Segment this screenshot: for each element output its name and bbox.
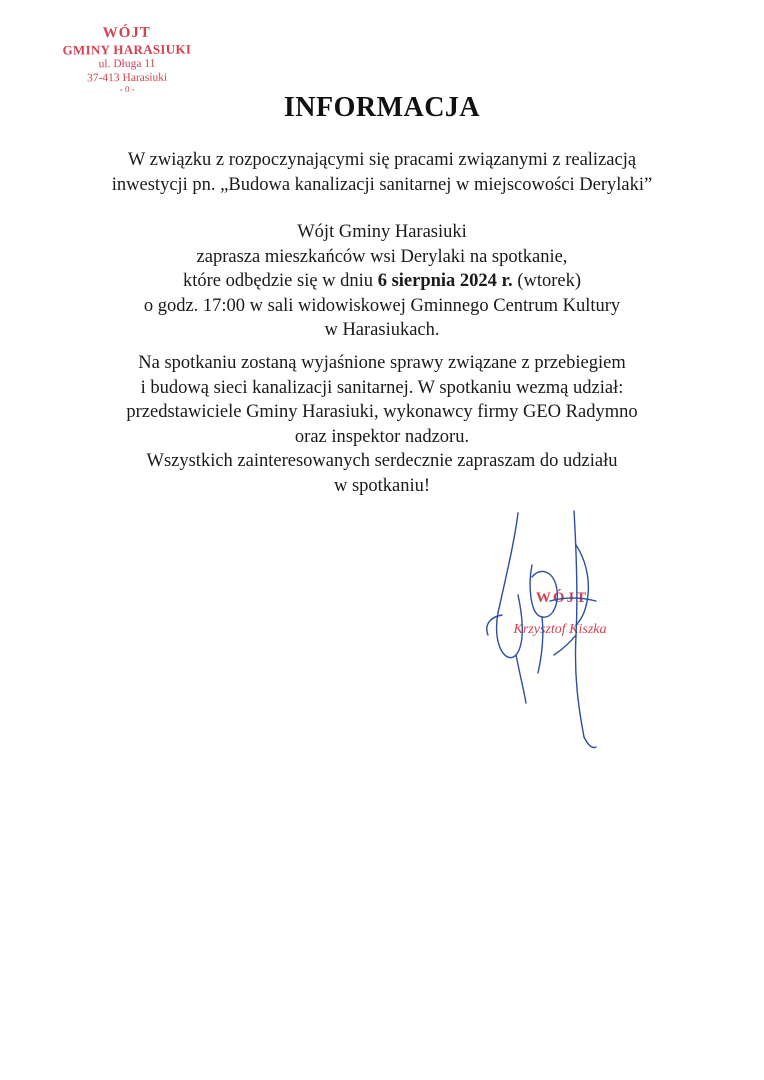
invite-text: które odbędzie się w dniu (182, 271, 378, 291)
invite-line: o godz. 17:00 w sali widowiskowej Gminnego Centrum Kultury (143, 295, 621, 316)
stamp-line-5: - 0 - (119, 83, 135, 95)
invite-text: (wtorek) (512, 271, 582, 291)
document-title: INFORMACJA (283, 92, 481, 123)
details-line: Wszystkich zainteresowanych serdecznie zapraszam do udziału (146, 451, 618, 471)
details-paragraph (60, 351, 704, 498)
office-stamp (52, 25, 203, 94)
stamp-line-1: WÓJT (102, 24, 151, 42)
invite-line: w Harasiukach. (324, 320, 440, 340)
invitation-paragraph (60, 220, 704, 343)
details-line: oraz inspektor nadzoru. (294, 426, 470, 447)
details-line: przedstawiciele Gminy Harasiuki, wykonawcy firmy GEO Radymno (126, 402, 638, 422)
intro-line: W związku z rozpoczynającymi się pracami związanymi z realizacją (127, 150, 637, 170)
intro-paragraph (60, 148, 704, 197)
signature-stamp-name: Krzysztof Kiszka (513, 622, 607, 637)
intro-line: inwestycji pn. „Budowa kanalizacji sanitarnej w miejscowości Derylaki” (111, 174, 653, 195)
meeting-date: 6 sierpnia 2024 r. (377, 271, 513, 291)
stamp-line-2: GMINY HARASIUKI (62, 41, 192, 58)
invite-line: zaprasza mieszkańców wsi Derylaki na spotkanie, (196, 246, 568, 267)
stamp-line-3: ul. Długa 11 (98, 57, 156, 71)
signature-stamp-title: WÓJT (535, 590, 589, 606)
stamp-line-4: 37-413 Harasiuki (87, 71, 168, 84)
details-line: i budową sieci kanalizacji sanitarnej. W spotkaniu wezmą udział: (140, 377, 624, 398)
handwritten-signature (480, 505, 640, 755)
details-line: Na spotkaniu zostaną wyjaśnione sprawy związane z przebiegiem (138, 353, 626, 373)
invite-date-line (60, 269, 704, 294)
details-line: w spotkaniu! (333, 475, 431, 496)
invite-line: Wójt Gminy Harasiuki (297, 222, 467, 242)
